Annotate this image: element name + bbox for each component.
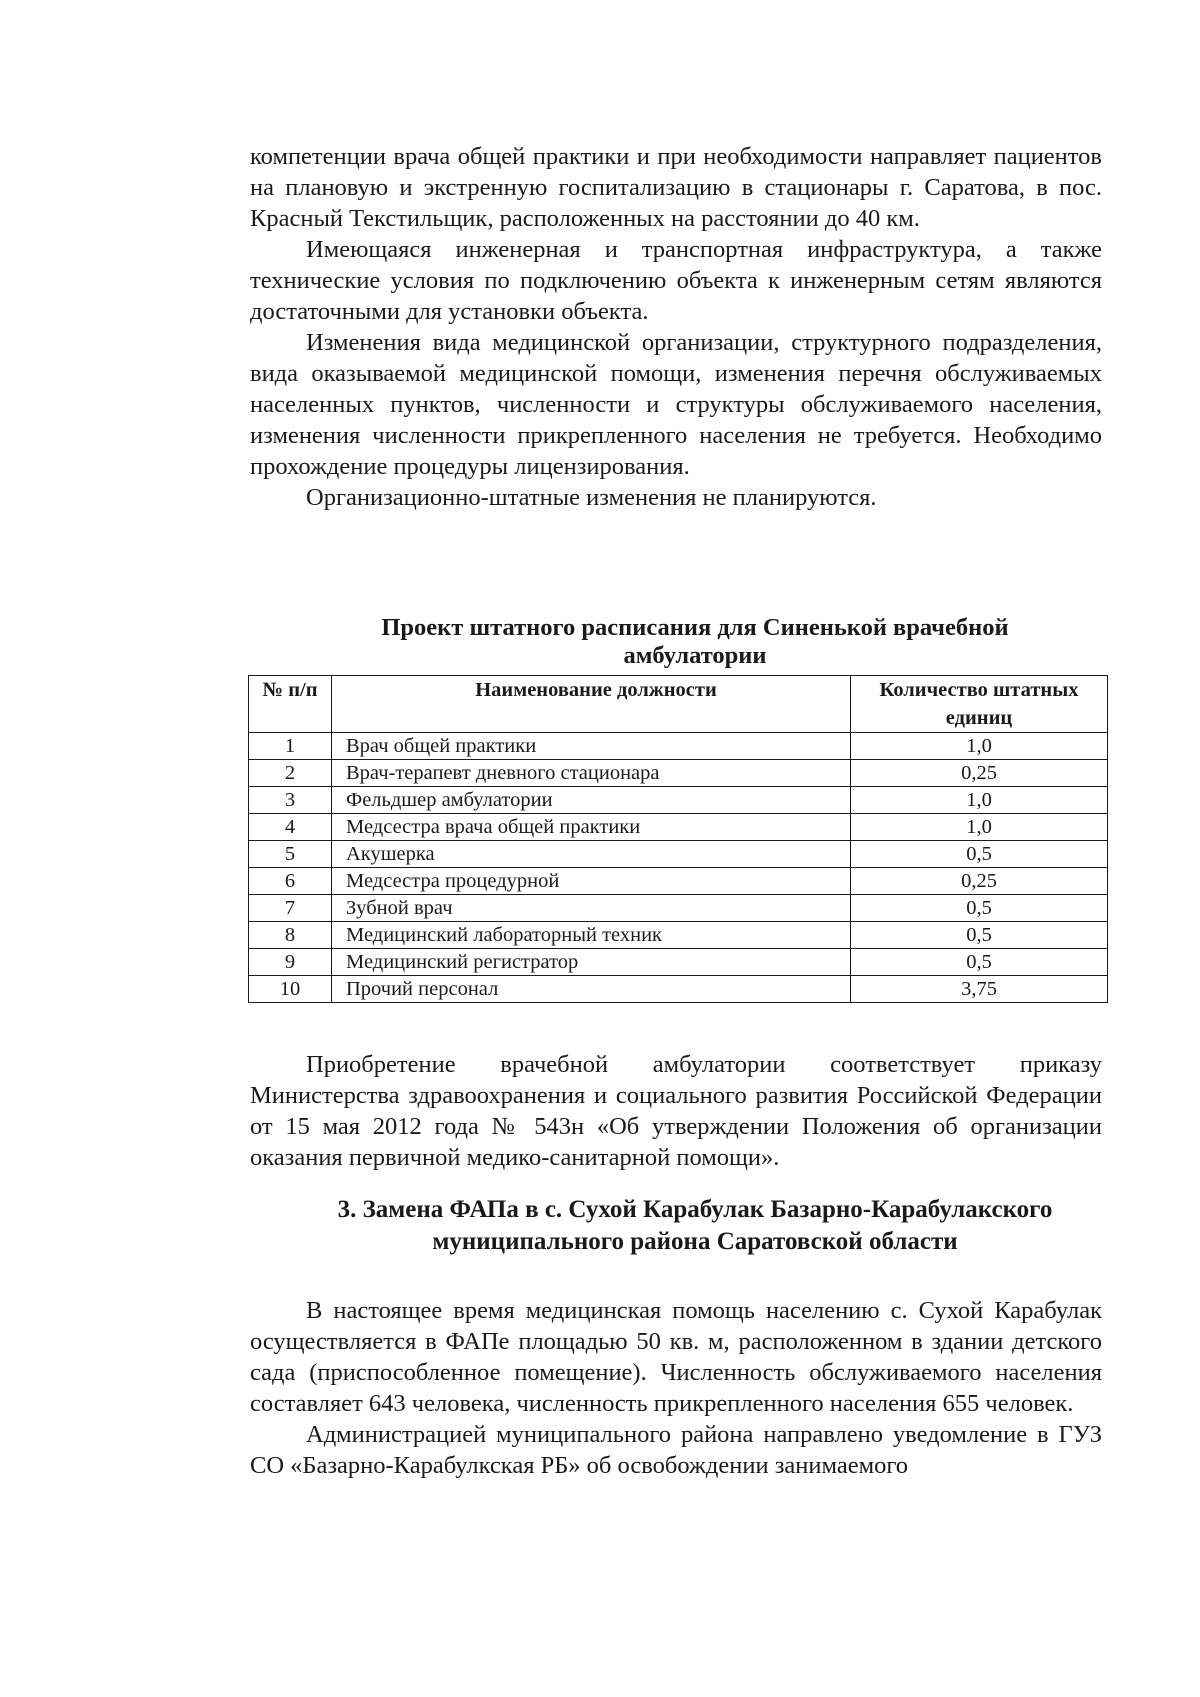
row-quantity: 0,5 [851, 841, 1108, 868]
row-quantity: 1,0 [851, 814, 1108, 841]
paragraph-continuation: компетенции врача общей практики и при необходимости направляет пациентов на плановую и экстренную госпитализацию в стационары г. Саратова, в пос. Красный Текстильщик, расположенных на расстоянии до 40 км. [250, 143, 1102, 232]
row-quantity: 1,0 [851, 787, 1108, 814]
table-row [249, 841, 1108, 868]
table-title: Проект штатного расписания для Синенькой врачебной амбулатории [381, 614, 1009, 669]
paragraph-changes: Изменения вида медицинской организации, структурного подразделения, вида оказываемой медицинской помощи, изменения перечня обслуживаемых населенных пунктов, численности и структуры обслуживаемого населения, изменения численности прикрепленного населения не требуется. Необходимо прохождение процедуры лицензирования. [250, 329, 1102, 480]
row-quantity: 0,25 [851, 760, 1108, 787]
row-quantity: 3,75 [851, 976, 1108, 1003]
table-row [249, 868, 1108, 895]
row-num: 2 [249, 760, 332, 787]
row-position: Прочий персонал [332, 976, 851, 1003]
table-row [249, 814, 1108, 841]
paragraph-staffing: Организационно-штатные изменения не планируются. [306, 484, 877, 511]
header-qty: Количество штатных единиц [851, 676, 1108, 733]
row-quantity: 0,5 [851, 949, 1108, 976]
table-row [249, 949, 1108, 976]
table-row [249, 787, 1108, 814]
staff-table [248, 675, 1108, 1003]
row-quantity: 0,25 [851, 868, 1108, 895]
paragraph-notification: Администрацией муниципального района направлено уведомление в ГУЗ СО «Базарно-Карабулкская РБ» об освобождении занимаемого [250, 1421, 1102, 1479]
row-num: 5 [249, 841, 332, 868]
header-num: № п/п [249, 676, 332, 733]
paragraph-current-state: В настоящее время медицинская помощь населению с. Сухой Карабулак осуществляется в ФАПе площадью 50 кв. м, расположенном в здании детского сада (приспособленное помещение). Численность обслуживаемого населения составляет 643 человека, численность прикрепленного населения 655 человек. [250, 1297, 1102, 1417]
row-position: Акушерка [332, 841, 851, 868]
table-row [249, 895, 1108, 922]
row-quantity: 0,5 [851, 895, 1108, 922]
header-name: Наименование должности [332, 676, 851, 733]
row-position: Врач общей практики [332, 733, 851, 760]
row-quantity: 0,5 [851, 922, 1108, 949]
row-position: Зубной врач [332, 895, 851, 922]
row-num: 3 [249, 787, 332, 814]
row-position: Медицинский регистратор [332, 949, 851, 976]
table-row [249, 922, 1108, 949]
row-position: Медицинский лабораторный техник [332, 922, 851, 949]
row-position: Фельдшер амбулатории [332, 787, 851, 814]
row-quantity: 1,0 [851, 733, 1108, 760]
row-num: 9 [249, 949, 332, 976]
paragraph-infrastructure: Имеющаяся инженерная и транспортная инфраструктура, а также технические условия по подключению объекта к инженерным сетям являются достаточными для установки объекта. [250, 236, 1102, 325]
row-position: Медсестра врача общей практики [332, 814, 851, 841]
table-header-row [249, 676, 1108, 733]
row-num: 4 [249, 814, 332, 841]
row-position: Врач-терапевт дневного стационара [332, 760, 851, 787]
row-num: 7 [249, 895, 332, 922]
table-row [249, 976, 1108, 1003]
table-row [249, 733, 1108, 760]
row-position: Медсестра процедурной [332, 868, 851, 895]
row-num: 10 [249, 976, 332, 1003]
after-table-block [250, 1049, 1102, 1173]
top-text-block [250, 141, 1102, 513]
row-num: 1 [249, 733, 332, 760]
section-3-title: 3. Замена ФАПа в с. Сухой Карабулак Базарно-Карабулакского муниципального района Саратовской области [337, 1196, 1053, 1255]
paragraph-acquisition: Приобретение врачебной амбулатории соответствует приказу Министерства здравоохранения и социального развития Российской Федерации от 15 мая 2012 года № 543н «Об утверждении Положения об организации оказания первичной медико-санитарной помощи». [250, 1051, 1102, 1171]
section-3-text [250, 1295, 1102, 1481]
row-num: 6 [249, 868, 332, 895]
row-num: 8 [249, 922, 332, 949]
table-row [249, 760, 1108, 787]
